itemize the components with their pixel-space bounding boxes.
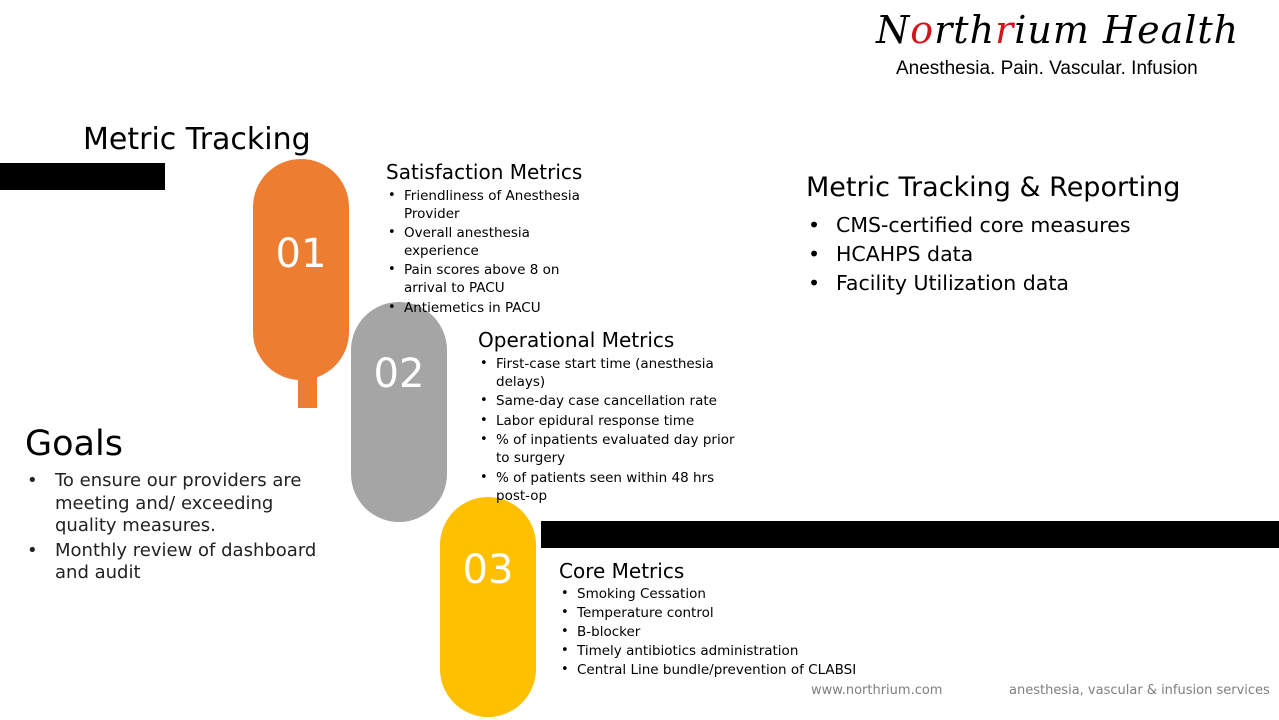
list-item: • % of inpatients evaluated day prior to surgery — [478, 431, 750, 467]
reporting-heading: Metric Tracking & Reporting — [806, 172, 1181, 203]
list-item: • CMS-certified core measures — [806, 211, 1131, 240]
logo-text-part: rth — [934, 8, 996, 52]
left-black-bar — [0, 163, 165, 190]
satisfaction-metrics-list — [386, 187, 604, 318]
list-item: • First-case start time (anesthesia delays) — [478, 355, 750, 391]
logo-text-part: o — [910, 8, 935, 52]
logo-text-part: r — [995, 8, 1015, 52]
list-item: • Overall anesthesia experience — [386, 224, 604, 260]
section-heading-operational: Operational Metrics — [478, 328, 675, 352]
operational-metrics-list — [478, 355, 750, 506]
page-title: Metric Tracking — [83, 122, 311, 157]
list-item: • Antiemetics in PACU — [386, 299, 604, 317]
list-item: • B-blocker — [559, 623, 879, 641]
list-item: • % of patients seen within 48 hrs post-op — [478, 469, 750, 505]
list-item: • Smoking Cessation — [559, 585, 879, 603]
list-item: • Monthly review of dashboard and audit — [25, 540, 335, 585]
list-item: • To ensure our providers are meeting and/ exceeding quality measures. — [25, 470, 335, 538]
pill-03 — [440, 497, 536, 717]
list-item: • Facility Utilization data — [806, 269, 1131, 298]
pill-01 — [253, 159, 349, 380]
list-item: • Central Line bundle/prevention of CLABSI — [559, 661, 879, 679]
right-black-bar — [541, 521, 1279, 548]
company-tagline: Anesthesia. Pain. Vascular. Infusion — [896, 58, 1198, 79]
section-heading-satisfaction: Satisfaction Metrics — [386, 160, 583, 184]
list-item: • Timely antibiotics administration — [559, 642, 879, 660]
goals-heading: Goals — [25, 424, 123, 464]
goals-list — [25, 470, 335, 587]
logo-text-part: ium Health — [1014, 8, 1240, 52]
pill-02 — [351, 302, 447, 522]
reporting-list — [806, 211, 1131, 298]
pill-number: 02 — [373, 351, 425, 397]
list-item: • Same-day case cancellation rate — [478, 392, 750, 410]
footer-services: anesthesia, vascular & infusion services — [1009, 683, 1270, 698]
pill-number: 01 — [275, 230, 327, 277]
logo-text-part: N — [876, 8, 911, 52]
company-logo — [876, 8, 1239, 52]
list-item: • Pain scores above 8 on arrival to PACU — [386, 261, 604, 297]
list-item: • Labor epidural response time — [478, 412, 750, 430]
core-metrics-list — [559, 585, 879, 680]
section-heading-core: Core Metrics — [559, 559, 685, 583]
list-item: • HCAHPS data — [806, 240, 1131, 269]
list-item: • Temperature control — [559, 604, 879, 622]
list-item: • Friendliness of Anesthesia Provider — [386, 187, 604, 223]
pill-number: 03 — [462, 547, 514, 593]
footer-website: www.northrium.com — [811, 683, 943, 698]
